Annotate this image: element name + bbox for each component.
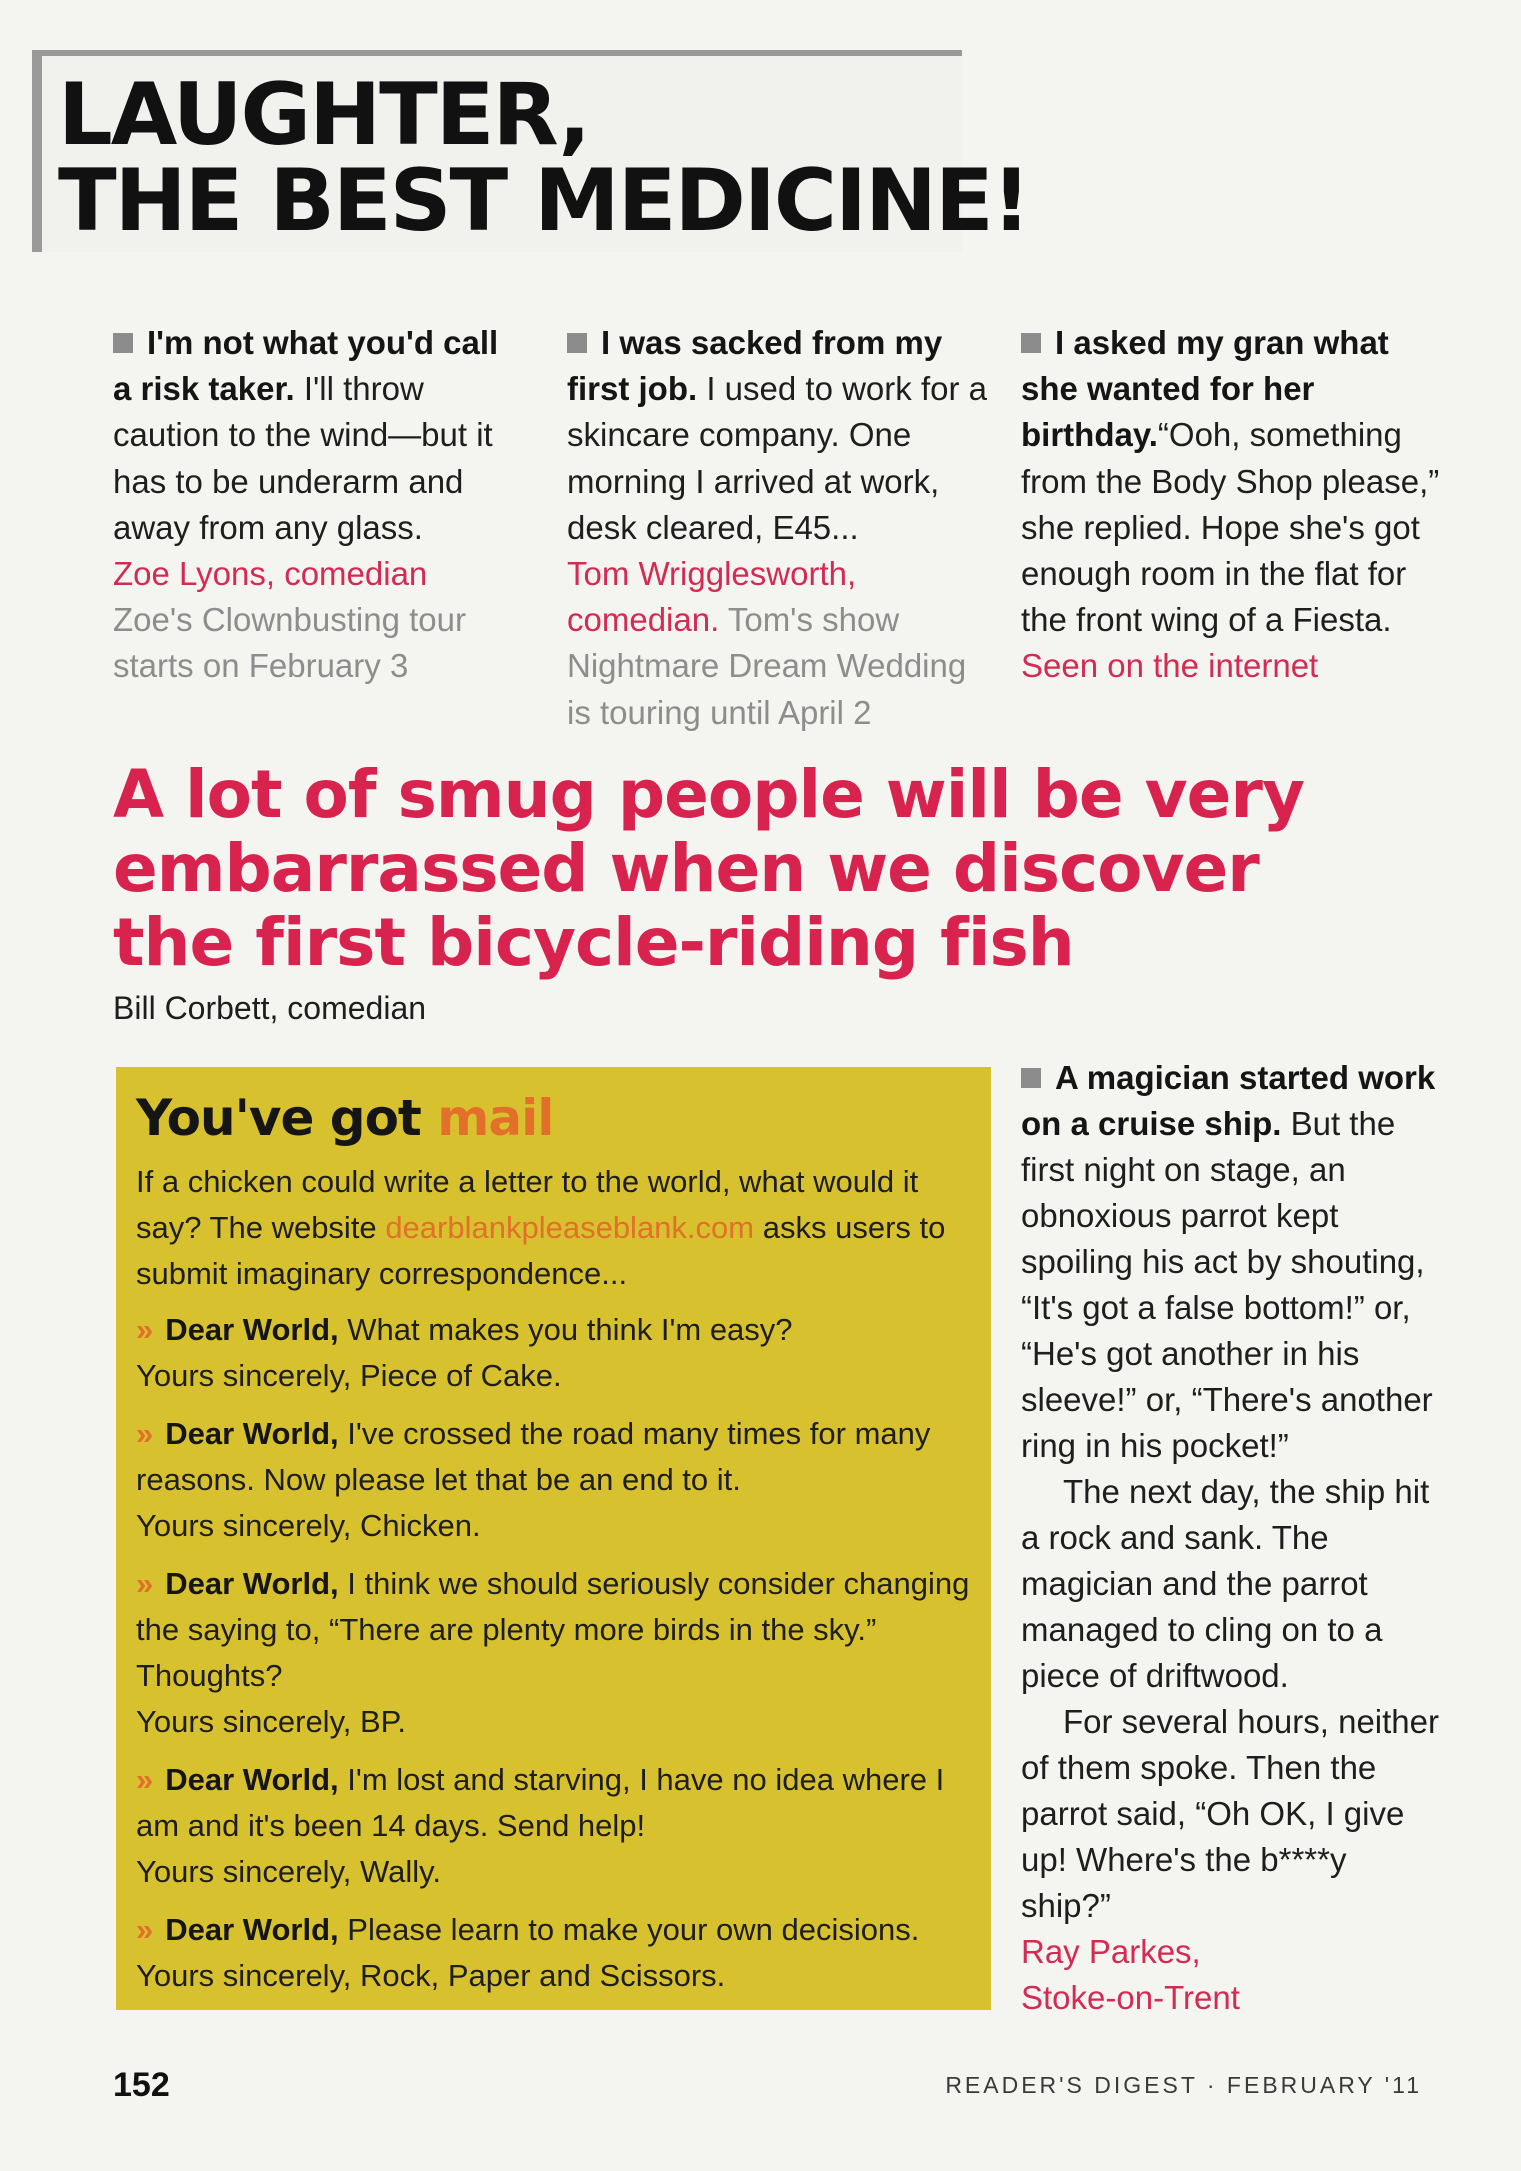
letter-signoff: Yours sincerely, BP.: [136, 1704, 406, 1739]
letter-signoff: Yours sincerely, Wally.: [136, 1854, 441, 1889]
bullet-square-icon: [113, 333, 133, 353]
pull-quote-credit: Bill Corbett, comedian: [113, 990, 427, 1026]
joke-credit: Seen on the internet: [1021, 647, 1319, 685]
joke-3: [1021, 320, 1441, 690]
joke-credit: [1021, 1929, 1441, 2021]
mail-intro-text: If a chicken could write a letter to the world, what would it say? The website: [136, 1164, 919, 1245]
letter-item: [136, 1307, 981, 1399]
website-link[interactable]: dearblankpleaseblank.com: [385, 1210, 755, 1245]
joke-2: [567, 320, 987, 736]
joke-lead: A magician started work on a cruise ship.: [1021, 1059, 1436, 1142]
joke-credit: Zoe Lyons, comedian: [113, 555, 428, 593]
chevron-icon: »: [136, 1416, 154, 1451]
joke-paragraph-2: The next day, the ship hit a rock and sank. The magician and the parrot managed to cling on to a piece of driftwood.: [1021, 1473, 1430, 1694]
joke-lead: I'm not what you'd call a risk taker.: [113, 324, 499, 408]
chevron-icon: »: [136, 1566, 154, 1601]
letter-body: I think we should seriously consider changing the saying to, “There are plenty more birds in the sky.” Thoughts?: [136, 1566, 970, 1693]
letter-opening: Dear World,: [165, 1912, 339, 1947]
mail-intro: [136, 1159, 976, 1297]
mail-box: [116, 1067, 991, 2010]
joke-1: [113, 320, 513, 690]
joke-paragraph-3: For several hours, neither of them spoke. Then the parrot said, “Oh OK, I give up! Where's the b****y ship?”: [1021, 1703, 1440, 1924]
chevron-icon: »: [136, 1912, 154, 1947]
joke-credit: Tom Wrigglesworth, comedian.: [567, 555, 857, 639]
mail-intro-text-end: asks users to submit imaginary correspondence...: [136, 1210, 946, 1291]
joke-body: “Ooh, something from the Body Shop please,” she replied. Hope she's got enough room in the flat for the front wing of a Fiesta.: [1021, 416, 1440, 639]
bullet-square-icon: [1021, 333, 1041, 353]
letter-opening: Dear World,: [165, 1312, 339, 1347]
joke-note: Tom's show Nightmare Dream Wedding is touring until April 2: [567, 601, 967, 731]
joke-lead: I asked my gran what she wanted for her birthday.: [1021, 324, 1389, 454]
publication-footer: READER'S DIGEST · FEBRUARY '11: [945, 2072, 1422, 2098]
bullet-square-icon: [1021, 1068, 1041, 1088]
letter-item: [136, 1757, 981, 1895]
letter-item: [136, 1907, 981, 1999]
bullet-square-icon: [567, 333, 587, 353]
chevron-icon: »: [136, 1762, 154, 1797]
letter-signoff: Yours sincerely, Rock, Paper and Scissors.: [136, 1958, 726, 1993]
letter-item: [136, 1561, 981, 1745]
letter-signoff: Yours sincerely, Chicken.: [136, 1508, 481, 1543]
page-number: 152: [113, 2066, 170, 2104]
letter-body: I've crossed the road many times for many reasons. Now please let that be an end to it.: [136, 1416, 931, 1497]
letter-opening: Dear World,: [165, 1566, 339, 1601]
letter-opening: Dear World,: [165, 1416, 339, 1451]
mail-title: [136, 1089, 553, 1147]
joke-4: [1021, 1055, 1441, 2021]
pull-quote: A lot of smug people will be very embarrassed when we discover the first bicycle-riding fish: [113, 756, 1304, 981]
mail-title-prefix: You've got: [136, 1089, 421, 1147]
joke-lead: I was sacked from my first job.: [567, 324, 943, 408]
mail-title-accent: mail: [437, 1089, 554, 1147]
title-line-2: THE BEST MEDICINE!: [58, 151, 1029, 251]
joke-body: I'll throw caution to the wind—but it has to be underarm and away from any glass.: [113, 370, 493, 546]
letter-body: I'm lost and starving, I have no idea where I am and it's been 14 days. Send help!: [136, 1762, 945, 1843]
chevron-icon: »: [136, 1312, 154, 1347]
letter-signoff: Yours sincerely, Piece of Cake.: [136, 1358, 562, 1393]
title-block: [32, 50, 1029, 252]
credit-name: Ray Parkes,: [1021, 1933, 1201, 1970]
title-line-1: LAUGHTER,: [58, 65, 590, 165]
letter-item: [136, 1411, 981, 1549]
letter-body: Please learn to make your own decisions.: [347, 1912, 920, 1947]
joke-note: Zoe's Clownbusting tour starts on February 3: [113, 601, 466, 685]
letter-body: What makes you think I'm easy?: [347, 1312, 793, 1347]
letter-opening: Dear World,: [165, 1762, 339, 1797]
joke-paragraph-1: But the first night on stage, an obnoxious parrot kept spoiling his act by shouting, “It's got a false bottom!” or, “He's got another in his sleeve!” or, “There's another ring in his pocket!”: [1021, 1105, 1433, 1464]
credit-place: Stoke-on-Trent: [1021, 1979, 1240, 2016]
joke-body: I used to work for a skincare company. One morning I arrived at work, desk cleared, E45...: [567, 370, 987, 546]
